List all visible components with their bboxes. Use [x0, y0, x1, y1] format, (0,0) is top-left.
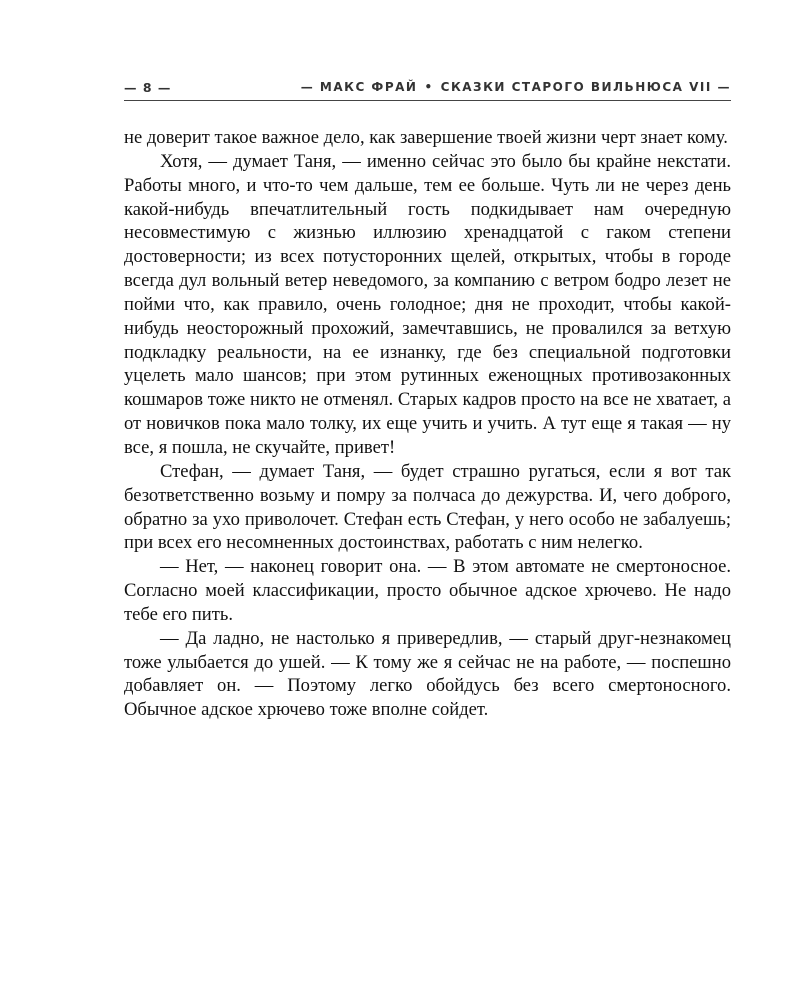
paragraph: — Да ладно, не настолько я привередлив, — старый друг-незнакомец тоже улыбается до ушей. — К тому же я сейчас не на работе, — поспешно добавляет он. — Поэтому легко обойдусь без всего смертоносного. Обычное адское хрючево тоже вполне сойдет.: [124, 627, 731, 721]
header-rule: [124, 100, 731, 101]
running-title: [301, 80, 731, 94]
paragraph: Стефан, — думает Таня, — будет страшно ругаться, если я вот так безответственно возьму и помру за полчаса до дежурства. И, чего доброго, обратно за ухо приволочет. Стефан есть Стефан, у него особо не забалуешь; при всех его несомненных достоинствах, работать с ним нелегко.: [124, 460, 731, 554]
paragraph: Хотя, — думает Таня, — именно сейчас это было бы крайне некстати. Работы много, и что-то чем дальше, тем ее больше. Чуть ли не через день какой-нибудь впечатлительный гость подкидывает нам очередную несовместимую с жизнью иллюзию хренадцатой с гаком степени достоверности; из всех потусторонних щелей, открытых, чтобы в городе всегда дул вольный ветер неведомого, за компанию с ветром бодро лезет не пойми что, как правило, очень голодное; дня не проходит, чтобы какой-нибудь неосторожный прохожий, замечтавшись, не провалился за ветхую подкладку реальности, на ее изнанку, где без специальной подготовки уцелеть мало шансов; при этом рутинных еженощных противозаконных кошмаров тоже никто не отменял. Старых кадров просто на все не хватает, а от новичков пока мало толку, их еще учить и учить. А тут еще я такая — ну все, я пошла, не скучайте, привет!: [124, 150, 731, 458]
body-text: [124, 126, 731, 722]
author-name: — МАКС ФРАЙ: [300, 80, 418, 94]
page-number: — 8 —: [124, 80, 172, 95]
paragraph: — Нет, — наконец говорит она. — В этом автомате не смертоносное. Согласно моей классификации, просто обычное адское хрючево. Не надо тебе его пить.: [124, 556, 731, 625]
book-title: СКАЗКИ СТАРОГО ВИЛЬНЮСА VII —: [440, 80, 731, 94]
paragraph: не доверит такое важное дело, как завершение твоей жизни черт знает кому.: [124, 127, 728, 148]
header-separator: •: [424, 80, 434, 94]
running-header: [124, 78, 731, 100]
